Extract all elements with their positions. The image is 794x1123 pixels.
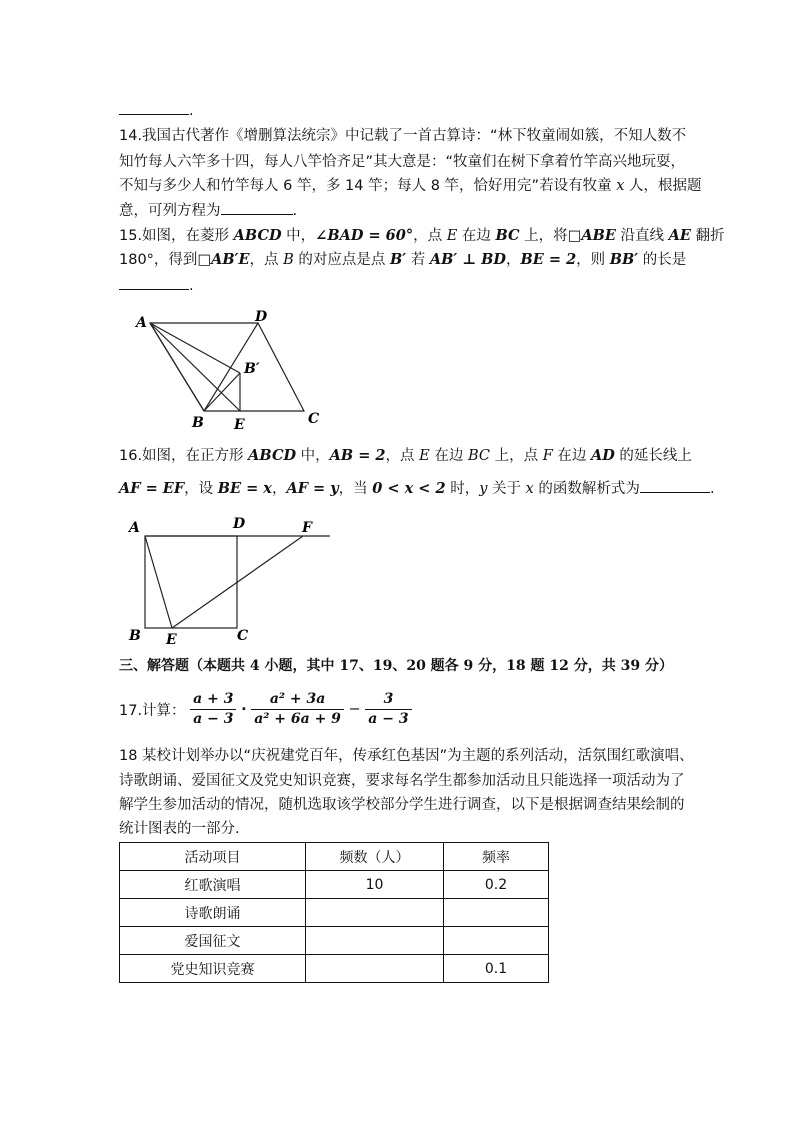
q18-line-3: 解学生参加活动的情况，随机选取该学校部分学生进行调查，以下是根据调查结果绘制的 xyxy=(119,797,685,813)
label-d: D xyxy=(255,309,268,325)
answer-blank xyxy=(119,275,189,290)
q15-rhombus-figure xyxy=(120,305,330,435)
q16-line-1: 16.如图，在正方形 ABCD 中，AB = 2，点 E 在边 BC 上，点 F 在边 AD 的延长线上 xyxy=(119,447,692,464)
label-a: A xyxy=(136,315,147,331)
fraction-2: $\frac{\text{a² + 3a}}{\text{a² + 6a + 9}}$ xyxy=(251,690,344,729)
label-e: E xyxy=(234,417,245,433)
segment-ab-prime xyxy=(150,323,240,373)
header-frequency-count: 频数（人） xyxy=(306,843,444,871)
q14-line-3: 不知与多少人和竹竿每人 6 竿，多 14 竿；每人 8 竿，恰好用完”若设有牧童 x 人，根据题 xyxy=(119,178,702,194)
q15-line-2: 180°，得到□AB′E，点 B 的对应点是点 B′ 若 AB′ ⊥ BD，BE = 2，则 BB′ 的长是 xyxy=(119,251,687,268)
q15-line-1: 15.如图，在菱形 ABCD 中，∠BAD = 60°，点 E 在边 BC 上，将□ABE 沿直线 AE 翻折 xyxy=(119,227,725,244)
q17: 17.计算： $\frac{a + 3}{a - 3}$ · $\frac{\text{a² + 3a}}{\text{a² + 6a + 9}}$ − $\frac{3}{a - 3}$ xyxy=(119,690,412,729)
label-b-prime: B′ xyxy=(244,361,260,377)
q18-line-2: 诗歌朗诵、爱国征文及党史知识竞赛，要求每名学生都参加活动且只能选择一项活动为了 xyxy=(119,773,685,789)
answer-blank xyxy=(640,478,710,493)
q14-line-1: 14.我国古代著作《增删算法统宗》中记载了一首古算诗：“林下牧童闹如簇，不知人数不 xyxy=(119,128,687,144)
label-a: A xyxy=(129,520,140,536)
segment-ab xyxy=(150,323,204,411)
table-row: 党史知识竞赛 0.1 xyxy=(120,955,549,983)
table-row: 爱国征文 xyxy=(120,927,549,955)
label-c: C xyxy=(237,628,249,644)
label-b: B xyxy=(129,628,141,644)
label-c: C xyxy=(308,411,320,427)
segment-ae xyxy=(150,323,240,411)
table-row: 诗歌朗诵 xyxy=(120,899,549,927)
q18-line-1: 18 某校计划举办以“庆祝建党百年，传承红色基因”为主题的系列活动，活氛围红歌演唱、 xyxy=(119,748,694,764)
fraction-1: $\frac{a + 3}{a - 3}$ xyxy=(190,690,236,729)
q14-line-2: 知竹每人六竿多十四，每人八竿恰齐足”其大意是：“牧童们在树下拿着竹竿高兴地玩耍， xyxy=(119,154,686,170)
section-3-heading: 三、解答题（本题共 4 小题，其中 17、19、20 题各 9 分，18 题 12 分，共 39 分） xyxy=(119,658,673,674)
statistics-table xyxy=(119,842,549,983)
label-f: F xyxy=(302,520,312,536)
q13-tail: . xyxy=(119,100,194,121)
table-header-row xyxy=(120,843,549,871)
segment-ae xyxy=(145,536,172,628)
q18-line-4: 统计图表的一部分. xyxy=(119,821,240,837)
q14-line-4: 意，可列方程为 . xyxy=(119,200,297,221)
table-row: 红歌演唱 10 0.2 xyxy=(120,871,549,899)
q16-square-figure xyxy=(120,512,340,647)
q15-line-3: . xyxy=(119,275,194,296)
fraction-3: $\frac{3}{a - 3}$ xyxy=(365,690,411,729)
header-frequency-rate: 频率 xyxy=(444,843,549,871)
label-e: E xyxy=(166,632,177,647)
answer-blank xyxy=(221,200,293,215)
label-b: B xyxy=(192,415,204,431)
answer-blank xyxy=(119,100,189,115)
q16-line-2: AF = EF，设 BE = x，AF = y，当 0 < x < 2 时，y 关于 x 的函数解析式为 . xyxy=(119,480,715,497)
label-d: D xyxy=(233,516,246,532)
header-activity: 活动项目 xyxy=(120,843,306,871)
